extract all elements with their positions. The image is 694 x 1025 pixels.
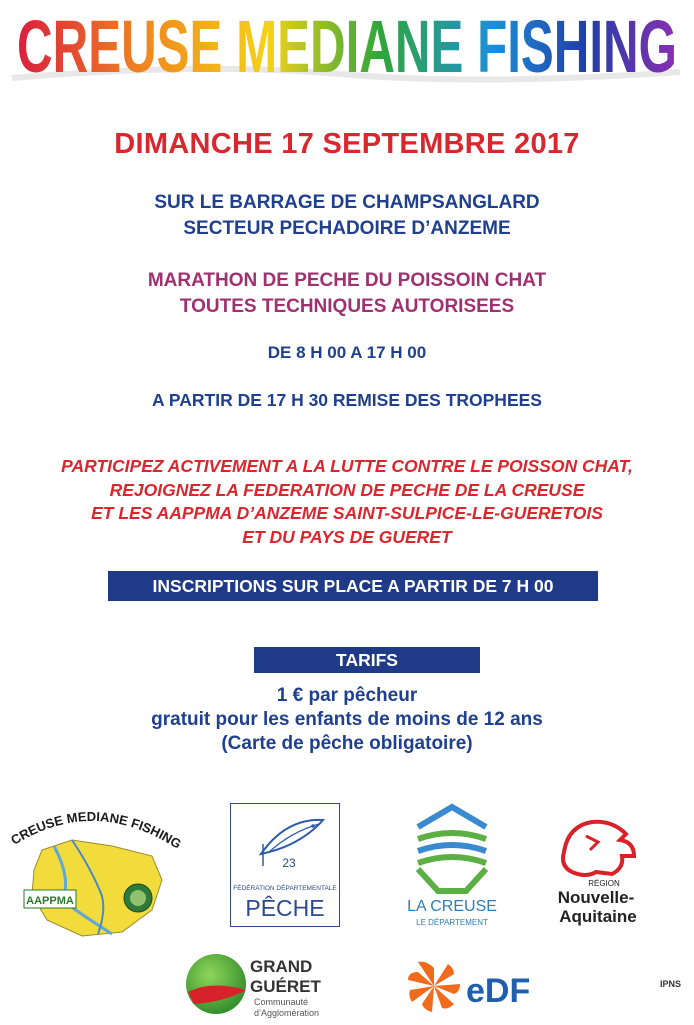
grand-gueret-sub-1: Communauté <box>254 997 309 1007</box>
participation-line-3: ET LES AAPPMA D’ANZEME SAINT-SULPICE-LE-GUERETOIS <box>91 503 603 523</box>
la-creuse-logo <box>404 803 500 931</box>
edf-name: eDF <box>466 972 531 1010</box>
marathon-line-2: TOUTES TECHNIQUES AUTORISEES <box>179 296 515 317</box>
participation-line-4: ET DU PAYS DE GUERET <box>242 526 452 547</box>
permit-note: (Carte de pêche obligatoire) <box>221 733 473 754</box>
creuse-mediane-arc-text: CREUSE MEDIANE FISHING <box>8 808 185 852</box>
price-line: 1 € par pêcheur <box>276 685 418 706</box>
event-location <box>0 190 694 242</box>
region-prefix: RÉGION <box>588 879 620 888</box>
location-line-2: SECTEUR PECHADOIRE D’ANZEME <box>183 218 511 239</box>
region-name-line-1: Nouvelle- <box>557 888 635 907</box>
event-description <box>0 268 694 320</box>
federation-number: 23 <box>282 856 296 870</box>
participation-text <box>0 455 694 549</box>
lion-emblem <box>546 812 650 932</box>
creuse-mediane-logo <box>2 800 188 942</box>
la-creuse-subtitle: LE DÉPARTEMENT <box>416 918 488 927</box>
participation-line-2: REJOIGNEZ LA FEDERATION DE PECHE DE LA CREUSE <box>109 479 585 500</box>
nouvelle-aquitaine-logo <box>546 812 650 932</box>
grand-gueret-logo <box>184 950 332 1020</box>
tarifs-details <box>0 684 694 756</box>
inscriptions-banner: INSCRIPTIONS SUR PLACE A PARTIR DE 7 H 00 <box>108 571 598 601</box>
grand-gueret-sub-2: d’Agglomération <box>254 1008 320 1018</box>
marathon-line-1: MARATHON DE PECHE DU POISSOIN CHAT <box>147 270 547 291</box>
la-creuse-name: LA CREUSE <box>407 898 497 915</box>
event-hours: DE 8 H 00 A 17 H 00 <box>267 343 427 362</box>
region-name-line-2: Aquitaine <box>559 907 637 926</box>
creuse-mediane-emblem <box>2 800 188 942</box>
event-date: DIMANCHE 17 SEPTEMBRE 2017 <box>114 128 580 160</box>
children-line: gratuit pour les enfants de moins de 12 ans <box>151 709 543 730</box>
grand-gueret-line-2: GUÉRET <box>250 977 321 996</box>
tarifs-heading: TARIFS <box>254 647 480 673</box>
la-creuse-emblem <box>404 803 500 931</box>
federation-emblem <box>231 804 338 925</box>
federation-peche-logo <box>230 803 340 927</box>
federation-subtitle: FÉDÉRATION DÉPARTEMENTALE <box>233 885 337 892</box>
participation-line-1: PARTICIPEZ ACTIVEMENT A LA LUTTE CONTRE LE POISSON CHAT, <box>61 456 633 476</box>
federation-name: PÊCHE <box>245 895 325 921</box>
grand-gueret-emblem <box>184 950 332 1020</box>
edf-emblem <box>404 958 544 1014</box>
title-text: CREUSE MEDIANE FISHING <box>17 5 677 88</box>
grand-gueret-line-1: GRAND <box>250 957 313 976</box>
edf-logo <box>404 958 544 1014</box>
location-line-1: SUR LE BARRAGE DE CHAMPSANGLARD <box>154 192 540 213</box>
trophy-time: A PARTIR DE 17 H 30 REMISE DES TROPHEES <box>152 390 542 410</box>
poster-title <box>0 2 694 90</box>
title-wordart <box>0 2 694 92</box>
ipns-credit: IPNS <box>660 979 682 989</box>
aappma-badge: AAPPMA <box>26 895 74 907</box>
